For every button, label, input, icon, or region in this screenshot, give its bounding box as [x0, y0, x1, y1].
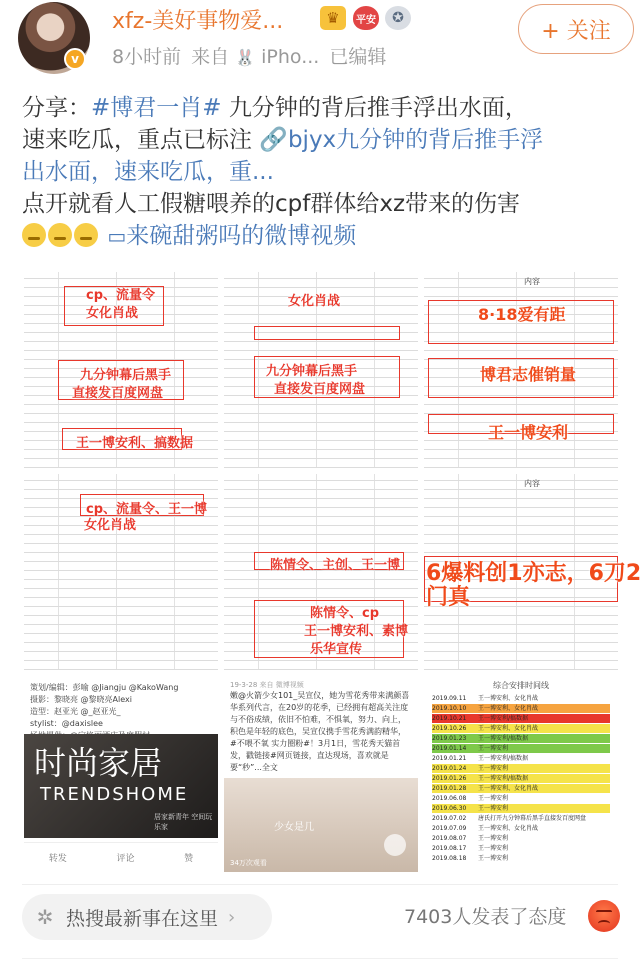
schedule-row: [432, 704, 610, 713]
grid-image-3[interactable]: [424, 272, 618, 468]
annotation: 陈情令、cp: [310, 606, 380, 621]
schedule-row: [432, 724, 610, 733]
crown-icon[interactable]: ♛: [320, 6, 346, 30]
schedule-text: 王一博安利/搞数据: [478, 715, 529, 722]
schedule-text: 王一博安利、女化肖战: [478, 785, 539, 792]
annotation: 6爆料创1亦志，6刀2: [426, 561, 641, 586]
annotation: 九分钟幕后黑手: [266, 364, 358, 379]
schedule-row: [432, 694, 610, 703]
weibo-shot-text: 嫩@火箭少女101_吴宣仪，她为雪花秀带来满颜喜华系列代言，在20岁的花季，已经拥有超高关注度与不俗成绩，依旧不怕难，不惧氧，努力、向上，积色是年轻的底色，吴宣仪携手雪花秀满韵精华，#不喂不氧 实力圈粉#！3月1日，雪花秀天猫首发，戳链接#网页链接，直达现场，喜欢就是要“秒”...全文: [230, 691, 410, 772]
schedule-date: 2019.06.30: [432, 805, 467, 812]
schedule-row: [432, 794, 610, 803]
rabbit-icon: 🐰: [235, 48, 256, 67]
schedule-row: [432, 804, 610, 813]
gear-icon: ✲: [36, 905, 54, 929]
post-meta: [112, 42, 386, 69]
schedule-row: [432, 844, 610, 853]
schedule-text: 王一博安利: [478, 855, 509, 862]
schedule-text: 王一博安利: [478, 765, 509, 772]
annotation: 王一博安利: [488, 423, 569, 442]
schedule-text: 唐氏打开九分钟幕后黑手直接发百度网盘: [478, 815, 587, 822]
highlight-box: [254, 326, 400, 340]
grid-image-4[interactable]: [24, 474, 218, 670]
schedule-row: [432, 774, 610, 783]
weibo-shot-header: 19-3-28 来自 微博视频: [230, 681, 304, 689]
schedule-date: 2019.01.23: [432, 735, 467, 742]
annotation: cp、流量令: [86, 288, 156, 303]
post-time: 8小时前: [112, 46, 182, 68]
schedule-date: 2019.10.26: [432, 725, 467, 732]
next-post-preview: [22, 958, 618, 979]
schedule-date: 2019.08.18: [432, 855, 467, 862]
schedule-text: 王一博安利: [478, 745, 509, 752]
schedule-text: 王一博安利: [478, 845, 509, 852]
article-link[interactable]: bjyx九分钟的背后推手浮: [287, 127, 544, 153]
sad-emoji-icon: [22, 223, 46, 247]
sheet-header: 内容: [524, 479, 540, 488]
schedule-text: 王一博安利、女化肖战: [478, 695, 539, 702]
schedule-text: 王一博安利、女化肖战: [478, 705, 539, 712]
video-icon[interactable]: ▭: [107, 224, 127, 248]
grid-image-7[interactable]: [24, 676, 218, 872]
medal-icon[interactable]: ✪: [385, 6, 411, 30]
schedule-row: [432, 814, 610, 823]
schedule-text: 王一博安利: [478, 805, 509, 812]
annotation: 博君志催销量: [480, 365, 577, 384]
like-label: 赞: [184, 854, 194, 864]
follow-button[interactable]: + 关注: [518, 4, 634, 54]
annotation: cp、流量令、王一博: [86, 502, 208, 517]
grid-image-8[interactable]: [224, 676, 418, 872]
grid-image-6[interactable]: [424, 474, 641, 670]
weibo-shot-photo: [224, 778, 418, 872]
source-device: iPho...: [261, 46, 320, 68]
sheet-header: 内容: [524, 277, 540, 286]
schedule-date: 2019.01.28: [432, 785, 467, 792]
schedule-row: [432, 734, 610, 743]
attitude-count[interactable]: 7403人发表了态度: [404, 906, 567, 928]
schedule-text: 王一博安利: [478, 795, 509, 802]
schedule-text: 王一博安利、女化肖战: [478, 825, 539, 832]
magazine-credits: 策划/编辑：彭喻 @Jiangju @KakoWang 摄影：黎晓亮 @黎晓亮Alexi 造型：赵亚光 @_赵亚光_ stylist：@daxislee: [30, 683, 179, 728]
magazine-note: 居家新青年 空间玩乐家: [154, 813, 213, 831]
verify-badge-icon: v: [64, 48, 86, 70]
grid-image-9[interactable]: [424, 676, 618, 872]
video-link[interactable]: 来碗甜粥吗的微博视频: [126, 223, 357, 249]
post-line-3: [22, 156, 622, 188]
post-line-2: 速来吃瓜，重点已标注 🔗bjyx九分钟的背后推手浮: [22, 127, 544, 153]
sad-emoji-icon: [48, 223, 72, 247]
magazine-post-screenshot: [24, 676, 218, 872]
source-label: 来自 🐰 iPho...: [191, 46, 320, 68]
sad-emoji-icon: [74, 223, 98, 247]
divider: [22, 884, 618, 885]
weibo-shot-tag: 少女是几: [274, 822, 314, 833]
annotation: 女化肖战: [84, 518, 137, 533]
annotation: 直接发百度网盘: [274, 382, 366, 397]
schedule-date: 2019.10.10: [432, 705, 467, 712]
edited-label[interactable]: 已编辑: [329, 46, 387, 68]
schedule-date: 2019.09.11: [432, 695, 467, 702]
play-icon: [384, 834, 406, 856]
annotation: 九分钟幕后黑手: [80, 368, 172, 383]
annotation: 女化肖战: [86, 306, 139, 321]
annotation: 王一博安利、素博: [304, 624, 409, 639]
schedule-row: [432, 834, 610, 843]
shield-icon[interactable]: 平安: [353, 6, 379, 30]
schedule-row: [432, 854, 610, 863]
magazine-subtitle: TRENDSHOME: [40, 784, 189, 805]
grid-image-1[interactable]: [24, 272, 218, 468]
annotation: 女化肖战: [288, 294, 341, 309]
hot-search-button[interactable]: [22, 894, 272, 940]
schedule-date: 2019.07.09: [432, 825, 467, 832]
schedule-text: 王一博安利/搞数据: [478, 735, 529, 742]
comment-label: 评论: [116, 854, 135, 864]
post-header: [0, 0, 640, 80]
post-line-4: 点开就看人工假糖喂养的cpf群体给xz带来的伤害: [22, 191, 521, 217]
grid-image-2[interactable]: [224, 272, 418, 468]
magazine-actions: [24, 842, 218, 872]
annotation: 直接发百度网盘: [72, 386, 164, 401]
annotation: 乐华宣传: [310, 642, 363, 657]
schedule-date: 2019.08.17: [432, 845, 467, 852]
schedule-text: 王一博安利/搞数据: [478, 755, 529, 762]
schedule-row: [432, 824, 610, 833]
magazine-title: 时尚家居: [34, 744, 163, 782]
schedule-date: 2019.01.26: [432, 775, 467, 782]
schedule-row: [432, 764, 610, 773]
schedule-date: 2019.06.08: [432, 795, 467, 802]
magazine-cover: [24, 734, 218, 838]
annotation: 王一博安利、搞数据: [76, 436, 194, 451]
schedule-date: 2019.10.21: [432, 715, 467, 722]
hot-search-label: 热搜最新事在这里: [66, 907, 219, 930]
weibo-post-screenshot: [224, 676, 418, 872]
schedule-date: 2019.08.07: [432, 835, 467, 842]
schedule-row: [432, 754, 610, 763]
schedule-date: 2019.01.24: [432, 765, 467, 772]
annotation: 8·18爱有距: [478, 305, 566, 324]
post-line-1: 分享：#博君一肖# 九分钟的背后推手浮出水面，: [22, 95, 528, 121]
article-link-cont[interactable]: 出水面，速来吃瓜，重...: [22, 159, 274, 185]
view-count: 34万次观看: [230, 859, 267, 867]
schedule-text: 王一博安利/搞数据: [478, 775, 529, 782]
schedule-table-screenshot: [424, 676, 618, 872]
schedule-row: [432, 714, 610, 723]
annotation: 陈情令、主创、王一博: [270, 558, 401, 573]
post-line-5: [22, 220, 622, 252]
annotation: 门真: [426, 585, 471, 610]
schedule-text: 王一博安利: [478, 835, 509, 842]
topic-link[interactable]: #博君一肖#: [91, 95, 222, 121]
image-grid: [24, 272, 641, 872]
schedule-row: [432, 744, 610, 753]
schedule-date: 2019.07.02: [432, 815, 467, 822]
chevron-right-icon: ›: [228, 906, 236, 928]
grid-image-5[interactable]: [224, 474, 418, 670]
schedule-title: 综合安排时间线: [493, 681, 549, 690]
angry-face-icon[interactable]: [588, 900, 620, 932]
username[interactable]: xfz-美好事物爱...: [112, 9, 284, 34]
schedule-date: 2019.01.21: [432, 755, 467, 762]
repost-label: 转发: [48, 854, 67, 864]
link-icon[interactable]: 🔗: [259, 127, 288, 153]
post-text: [22, 92, 622, 252]
schedule-date: 2019.01.14: [432, 745, 467, 752]
schedule-row: [432, 784, 610, 793]
schedule-text: 王一博安利、女化肖战: [478, 725, 539, 732]
